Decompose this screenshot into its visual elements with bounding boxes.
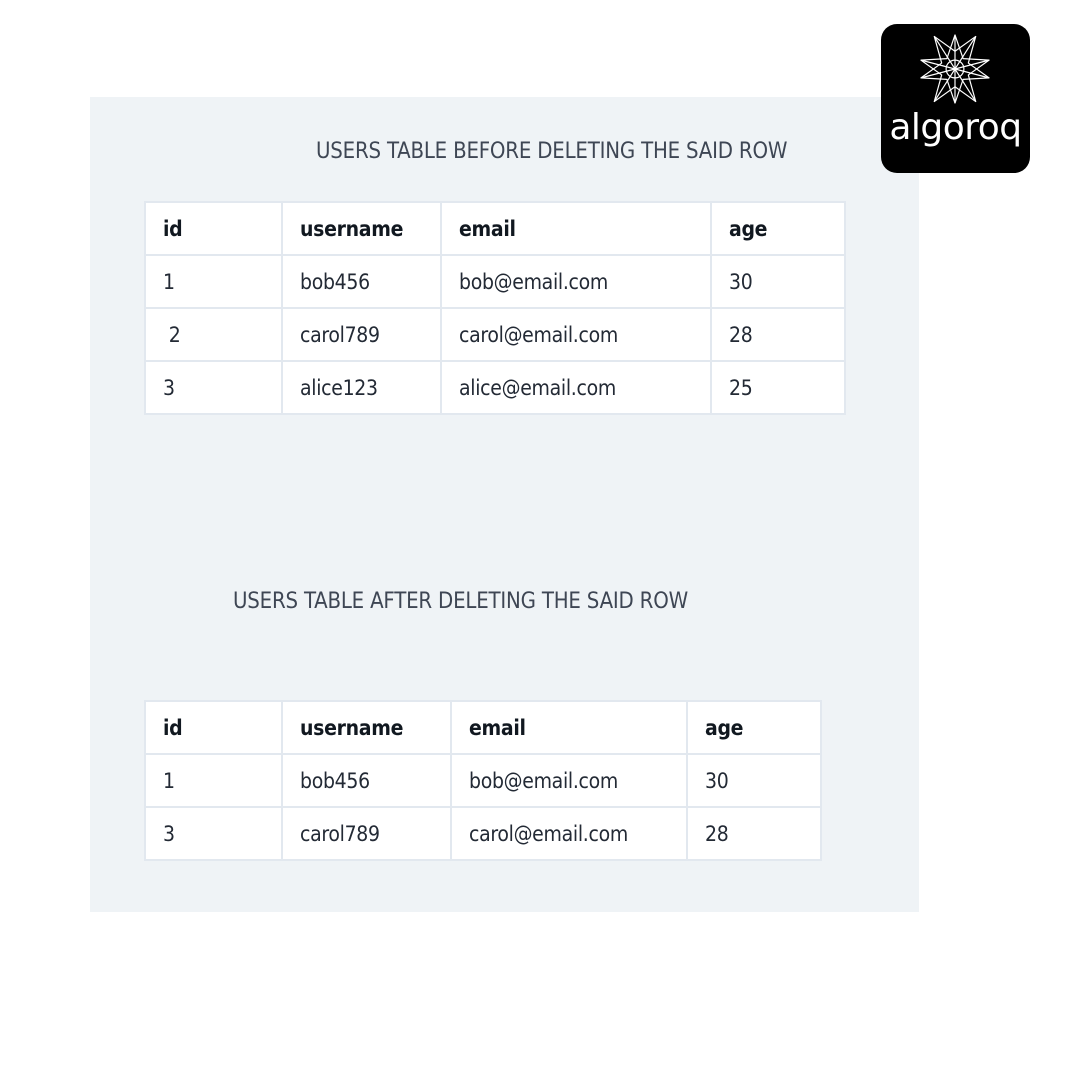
table-row [145, 361, 845, 414]
table-row [145, 754, 821, 807]
cell-age: 25 [711, 361, 845, 414]
cell-id: 2 [145, 308, 282, 361]
cell-id: 3 [145, 361, 282, 414]
users-table-before [144, 201, 846, 415]
cell-email: bob@email.com [441, 255, 711, 308]
table-header-row [145, 202, 845, 255]
table-header-row [145, 701, 821, 754]
column-header-age: age [687, 701, 821, 754]
column-header-email: email [441, 202, 711, 255]
cell-id: 1 [145, 754, 282, 807]
cell-email: carol@email.com [441, 308, 711, 361]
column-header-email: email [451, 701, 687, 754]
geometric-star-icon [918, 32, 992, 106]
cell-age: 28 [711, 308, 845, 361]
table-row [145, 308, 845, 361]
cell-username: bob456 [282, 255, 441, 308]
cell-age: 30 [687, 754, 821, 807]
after-table-title: USERS TABLE AFTER DELETING THE SAID ROW [233, 589, 688, 614]
cell-email: bob@email.com [451, 754, 687, 807]
cell-age: 28 [687, 807, 821, 860]
cell-email: alice@email.com [441, 361, 711, 414]
cell-age: 30 [711, 255, 845, 308]
table-row [145, 807, 821, 860]
cell-username: bob456 [282, 754, 451, 807]
algoroq-logo [881, 24, 1030, 173]
column-header-age: age [711, 202, 845, 255]
logo-text: algoroq [889, 107, 1022, 148]
column-header-username: username [282, 202, 441, 255]
cell-email: carol@email.com [451, 807, 687, 860]
cell-username: alice123 [282, 361, 441, 414]
cell-username: carol789 [282, 308, 441, 361]
cell-username: carol789 [282, 807, 451, 860]
table-row [145, 255, 845, 308]
column-header-username: username [282, 701, 451, 754]
users-table-after [144, 700, 822, 861]
column-header-id: id [145, 202, 282, 255]
before-table-title: USERS TABLE BEFORE DELETING THE SAID ROW [316, 139, 788, 164]
cell-id: 3 [145, 807, 282, 860]
column-header-id: id [145, 701, 282, 754]
cell-id: 1 [145, 255, 282, 308]
